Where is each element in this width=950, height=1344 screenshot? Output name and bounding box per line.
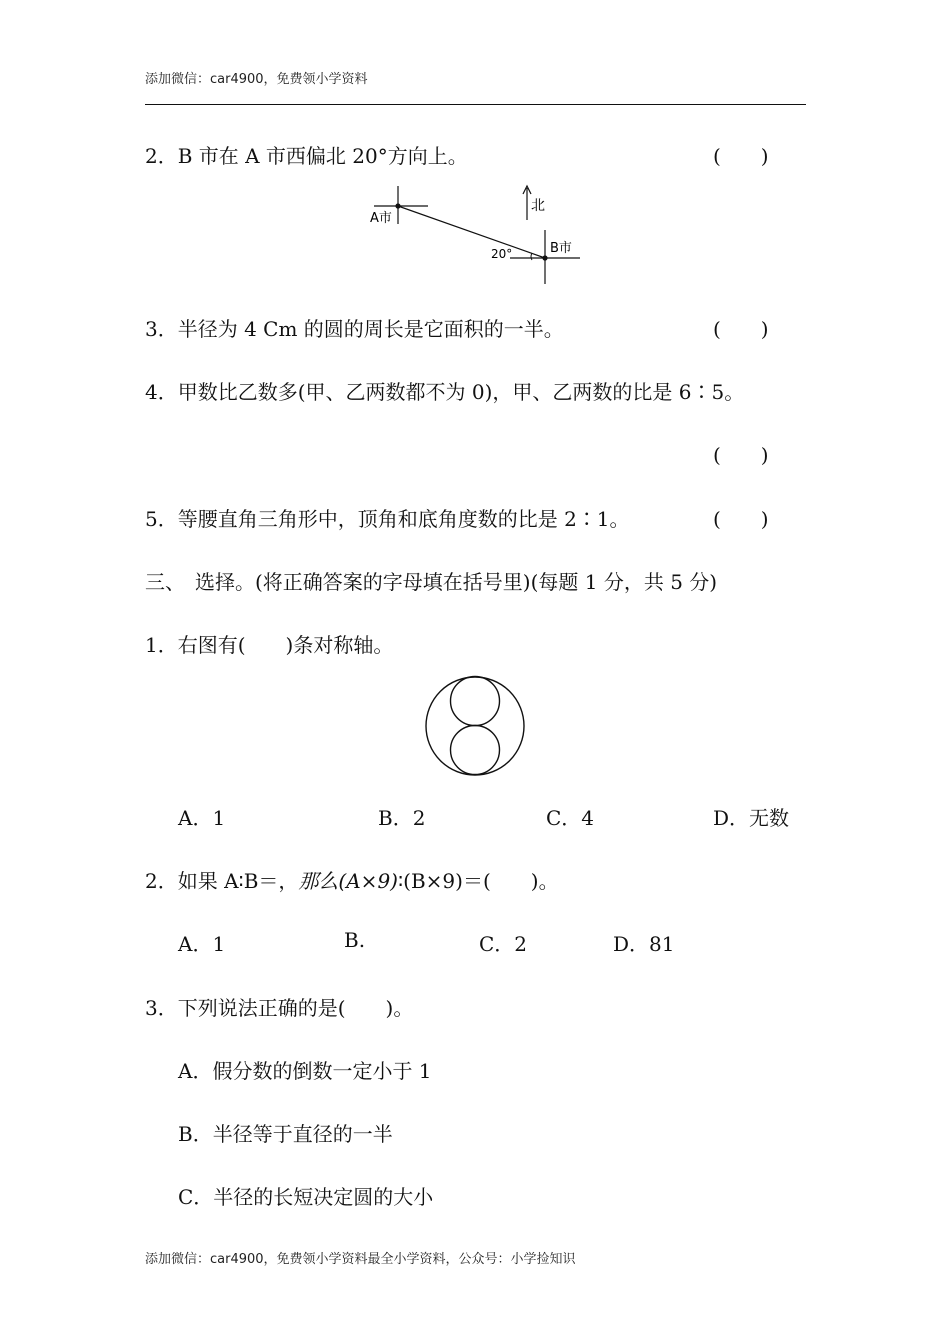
- choice-1-option-a[interactable]: A．1: [178, 806, 226, 830]
- section-title-choice: 三、 选择。(将正确答案的字母填在括号里)(每题 1 分，共 5 分): [145, 570, 718, 594]
- choice-question-2: [145, 865, 559, 894]
- answer-paren-tf-2[interactable]: ( ): [713, 144, 769, 168]
- page-footer: 添加微信：car4900，免费领小学资料最全小学资料，公众号：小学捡知识: [145, 1252, 576, 1267]
- choice-2-text-after: ∶(B×9)＝( )。: [397, 869, 559, 893]
- label-b-city: B市: [550, 241, 572, 256]
- ab-line: [398, 206, 545, 258]
- circles-figure: [420, 672, 530, 780]
- header-rule: [145, 104, 806, 105]
- b-point: [542, 255, 547, 260]
- label-a-city: A市: [370, 211, 392, 226]
- choice-3-option-a[interactable]: A．假分数的倒数一定小于 1: [178, 1059, 432, 1083]
- page-header: 添加微信：car4900，免费领小学资料: [145, 72, 368, 87]
- choice-2-option-b[interactable]: B.: [344, 928, 366, 952]
- question-tf-3: 3．半径为 4 Cm 的圆的周长是它面积的一半。: [145, 317, 564, 341]
- choice-1-option-b[interactable]: B．2: [378, 806, 426, 830]
- question-tf-4: 4．甲数比乙数多(甲、乙两数都不为 0)，甲、乙两数的比是 6∶5。: [145, 380, 745, 404]
- choice-3-option-b[interactable]: B．半径等于直径的一半: [178, 1122, 393, 1146]
- upper-inner-circle: [451, 677, 500, 726]
- answer-paren-tf-3[interactable]: ( ): [713, 317, 769, 341]
- choice-1-option-d[interactable]: D．无数: [713, 806, 790, 830]
- choice-3-option-c[interactable]: C．半径的长短决定圆的大小: [178, 1185, 434, 1209]
- choice-2-option-c[interactable]: C．2: [479, 932, 528, 956]
- choice-question-3: 3．下列说法正确的是( )。: [145, 996, 414, 1020]
- angle-arc: [531, 253, 532, 260]
- answer-paren-tf-5[interactable]: ( ): [713, 507, 769, 531]
- choice-1-option-c[interactable]: C．4: [546, 806, 595, 830]
- lower-inner-circle: [451, 726, 500, 775]
- question-tf-2: 2．B 市在 A 市西偏北 20°方向上。: [145, 144, 468, 168]
- choice-2-option-a[interactable]: A．1: [178, 932, 226, 956]
- direction-figure: [360, 180, 600, 290]
- choice-2-text-before: 2．如果 A∶B＝，: [145, 869, 299, 893]
- choice-question-1: 1．右图有( )条对称轴。: [145, 633, 394, 657]
- question-tf-5: 5．等腰直角三角形中，顶角和底角度数的比是 2∶1。: [145, 507, 630, 531]
- answer-paren-tf-4[interactable]: ( ): [713, 443, 769, 467]
- label-north: 北: [531, 198, 545, 214]
- choice-2-text-italic: 那么(A×9): [298, 869, 398, 893]
- label-angle: 20°: [491, 247, 513, 261]
- choice-2-option-d[interactable]: D．81: [613, 932, 675, 956]
